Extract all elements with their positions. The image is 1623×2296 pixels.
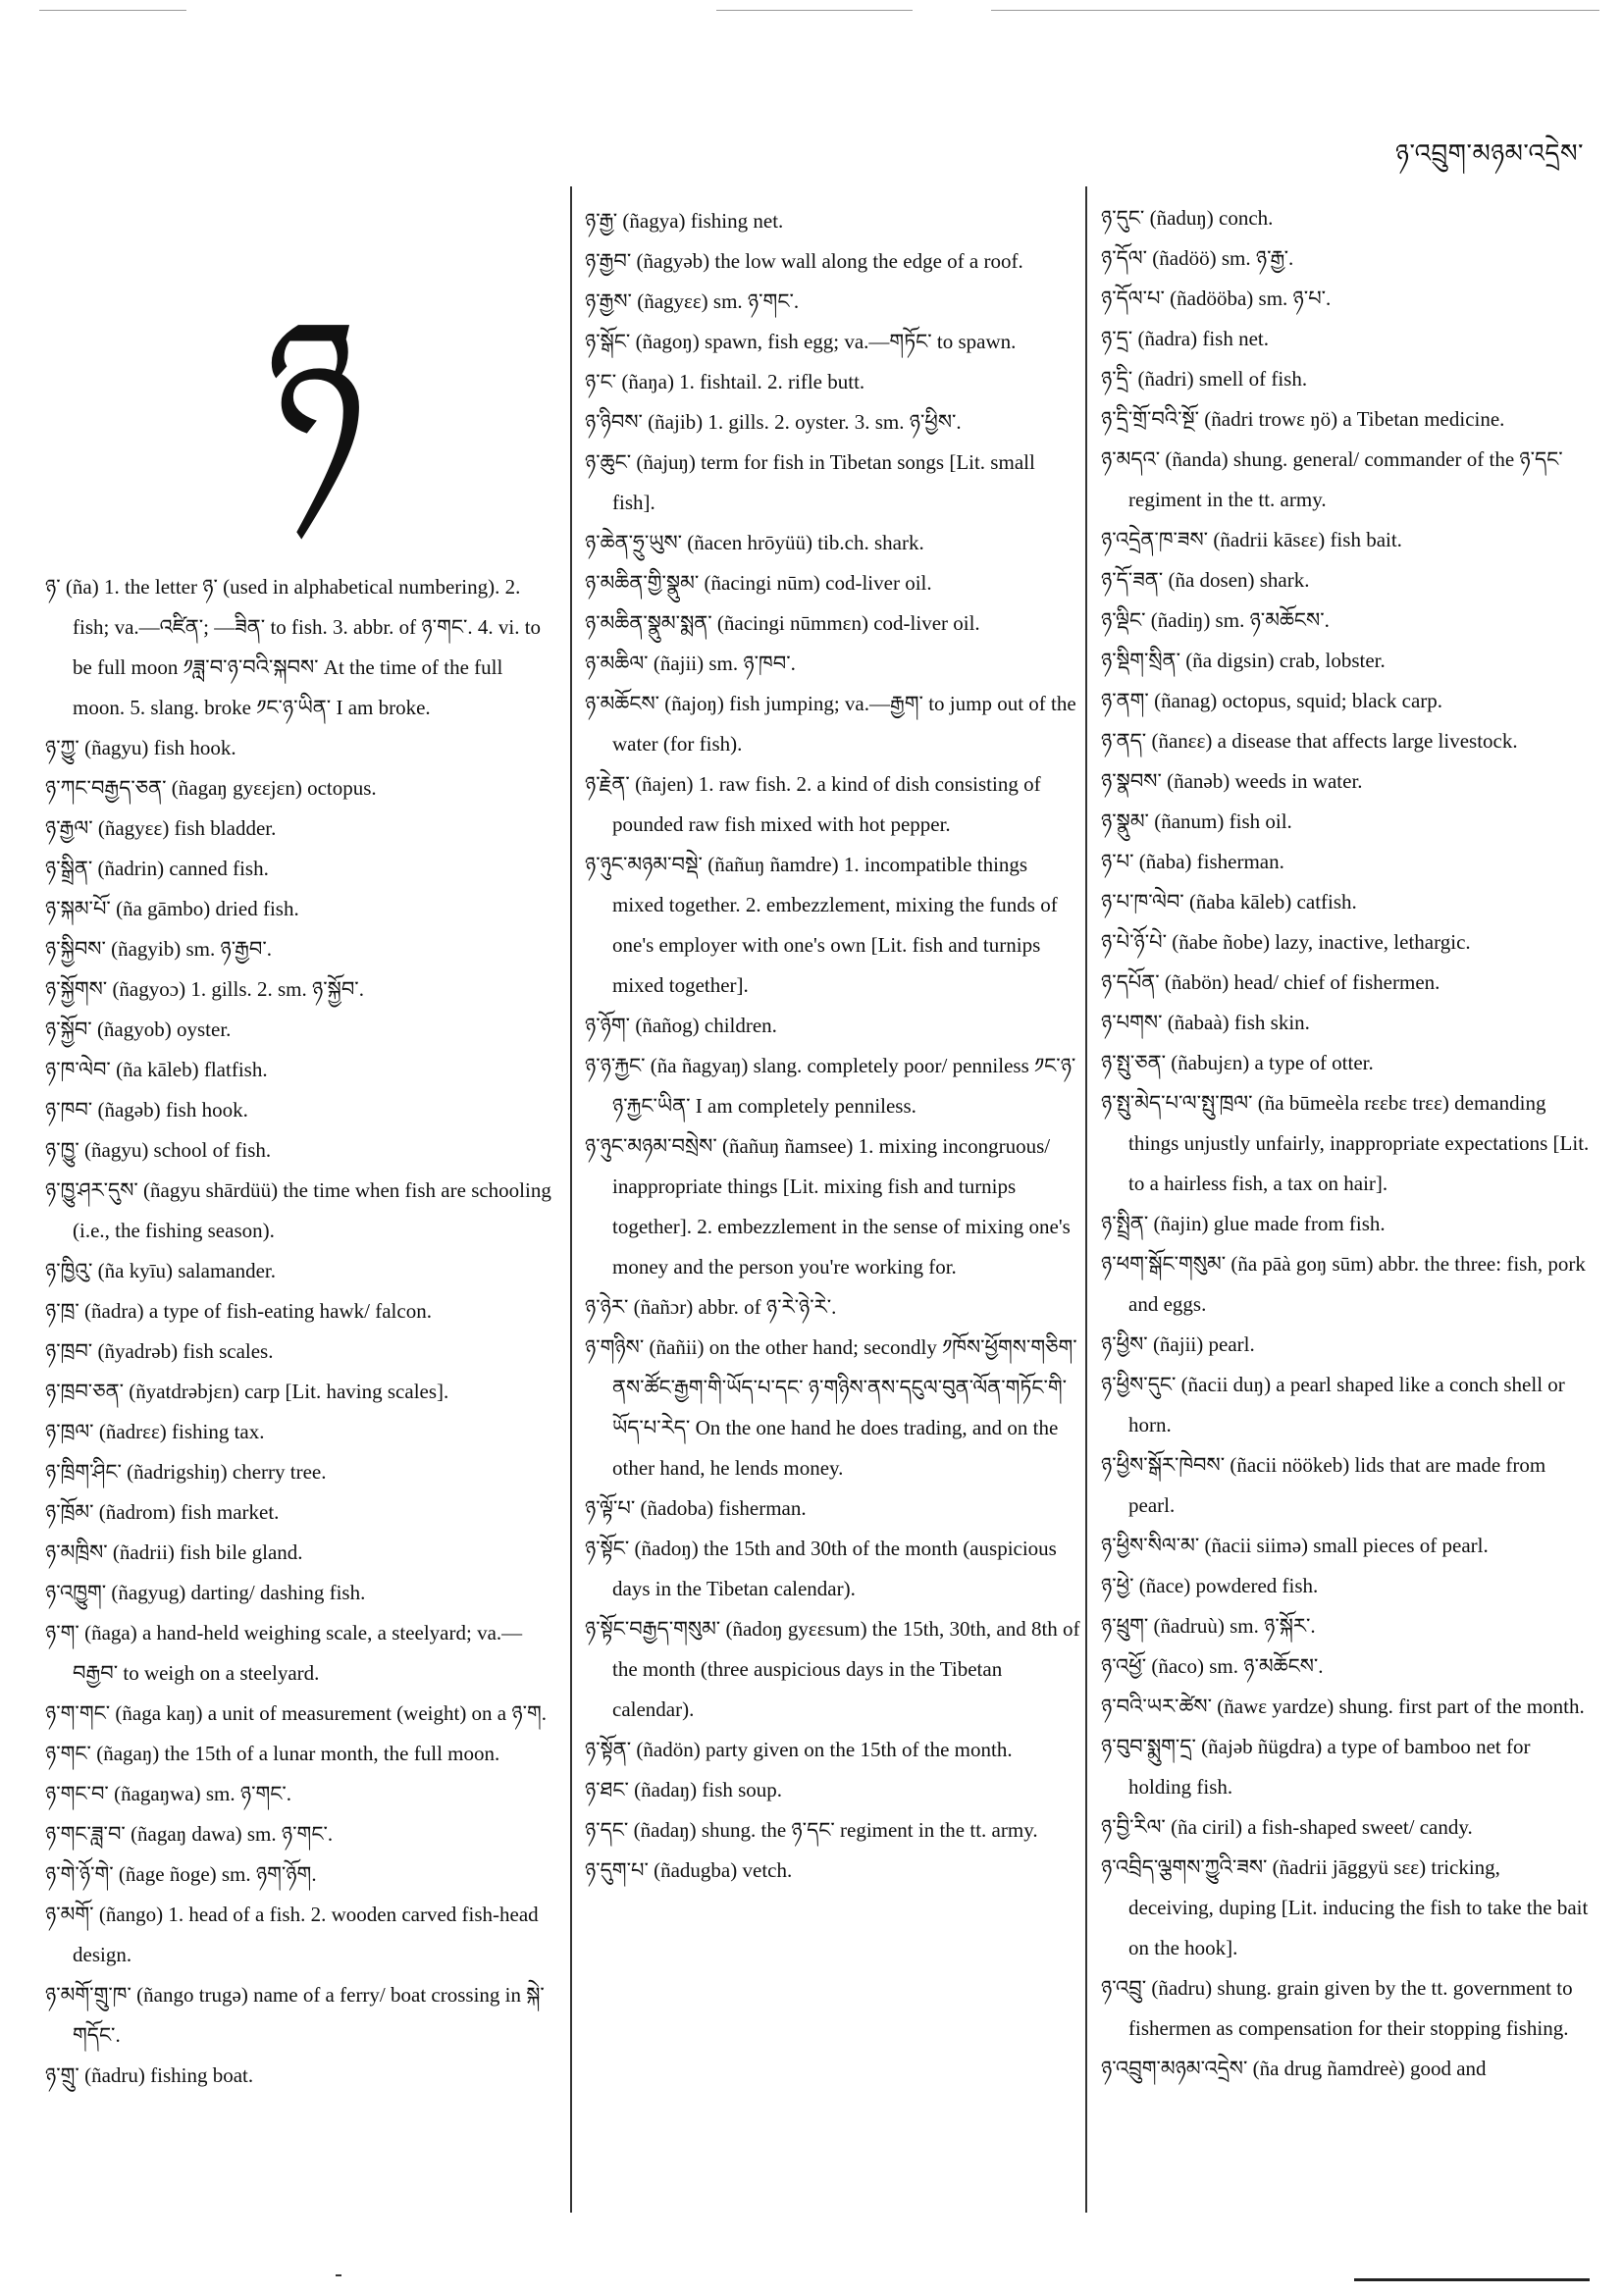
column-divider: [570, 186, 572, 2213]
dictionary-entry: ཉ་ཕྱིས་སྒོར་ཁེབས་ (ñacii nöökeb) lids that are made from pearl.: [1101, 1453, 1546, 1517]
dictionary-entry: ཉ་འབྲུག་མཉམ་འདྲེས་ (ña drug ñamdreè) good and: [1101, 2057, 1487, 2080]
dictionary-column-3: [1101, 198, 1590, 2089]
dictionary-entry: ཉ་བུབ་སྨུག་དྲ་ (ñajəb ñügdra) a type of bamboo net for holding fish.: [1101, 1735, 1531, 1799]
dictionary-column-2: [585, 201, 1080, 1891]
dictionary-entry: ཉ་ཁ་ལེབ་ (ña kāleb) flatfish.: [45, 1058, 268, 1081]
dictionary-entry: ཉ་སྟོན་ (ñadön) party given on the 15th of the month.: [585, 1738, 1013, 1761]
dictionary-entry: ཉ་གྲུ་ (ñadru) fishing boat.: [45, 2063, 254, 2087]
dictionary-entry: ཉ་ཕྱིས་ (ñajii) pearl.: [1101, 1332, 1255, 1356]
dictionary-entry: ཉ་ཁྱུ་ (ñagyu) school of fish.: [45, 1138, 272, 1162]
dictionary-entry: ཉ་སྟོང་བརྒྱད་གསུམ་ (ñadoŋ gyɛɛsum) the 15th, 30th, and 8th of the month (three auspicious days in the Tibetan calendar).: [585, 1617, 1080, 1721]
dictionary-entry: ཉ་ཉུང་མཉམ་བསྲེས་ (ñañuŋ ñamsee) 1. mixing incongruous/ inappropriate things [Lit. mixing fish and turnips together]. 2. embezzlement in the sense of mixing one's money and the person you're working for.: [585, 1134, 1071, 1278]
dictionary-entry: ཉ་མགོ་གྲུ་ཁ་ (ñango trugə) name of a ferry/ boat crossing in སྐེ་གདོང་.: [45, 1983, 545, 2047]
dictionary-entry: ཉ་ཕྲུག་ (ñadruù) sm. ཉ་སྐོར་.: [1101, 1614, 1316, 1638]
dictionary-entry: ཉ་མཆོངས་ (ñajoŋ) fish jumping; va.—རྒྱག་ to jump out of the water (for fish).: [585, 692, 1076, 756]
top-margin-dash: [716, 10, 913, 11]
dictionary-entry: ཉ་གེ་ཉོ་གེ་ (ñage ñoge) sm. ཉག་ཉོག.: [45, 1862, 317, 1886]
dictionary-entry: ཉ་འདྲེན་ཁ་ཟས་ (ñadrii kāsɛɛ) fish bait.: [1101, 528, 1402, 551]
dictionary-entry: ཉ་ཀང་བརྒྱད་ཅན་ (ñagaŋ gyɛɛjɛn) octopus.: [45, 776, 377, 800]
dictionary-entry: ཉ་སྣུམ་ (ñanum) fish oil.: [1101, 809, 1292, 833]
dictionary-entry: ཉ་དྲི་གྲོ་བའི་སྔོ་ (ñadri trowɛ ŋö) a Tibetan medicine.: [1101, 407, 1505, 431]
dictionary-entry: ཉ་ཉེར་ (ñañɔr) abbr. of ཉ་རེ་ཉེ་རེ་.: [585, 1295, 837, 1319]
dictionary-entry: ཉ་སྤུ་ཅན་ (ñabujɛn) a type of otter.: [1101, 1051, 1374, 1074]
dictionary-entry: ཉ་མདའ་ (ñanda) shung. general/ commander of the ཉ་དང་ regiment in the tt. army.: [1101, 447, 1563, 511]
dictionary-entry: ཉ་རྒྱས་ (ñagyɛɛ) sm. ཉ་གང་.: [585, 289, 800, 313]
dictionary-entry: ཉ་ཁྲིག་ཤིང་ (ñadrigshiŋ) cherry tree.: [45, 1460, 327, 1484]
dictionary-entry: ཉ་གཉིས་ (ñañii) on the other hand; secondly ༡ཁོས་ཕྱོགས་གཅིག་ནས་ཚོང་རྒྱག་གི་ཡོད་པ་དང་ ཉ་གཉིས་ནས་དངུལ་བུན་ལོན་གཏོང་གི་ཡོད་པ་རེད་ On the one hand he does trading, and on the other hand, he lends money.: [585, 1335, 1077, 1480]
dictionary-entry: ཉ་ཉོག་ (ñañog) children.: [585, 1014, 777, 1037]
dictionary-entry: ཉ་སྡིག་སྲིན་ (ña digsin) crab, lobster.: [1101, 649, 1386, 672]
running-head: ཉ་འབྲུག་མཉམ་འདྲེས་: [1395, 139, 1584, 168]
dictionary-entry: ཉ་ལྟོ་པ་ (ñadoba) fisherman.: [585, 1496, 807, 1520]
dictionary-entry: ཉ་འཕྱོ་ (ñaco) sm. ཉ་མཆོངས་.: [1101, 1654, 1324, 1678]
dictionary-entry: ཉ་ནད་ (ñanɛɛ) a disease that affects large livestock.: [1101, 729, 1518, 753]
dictionary-entry: ཉ་ཕྱིས་སིལ་མ་ (ñacii siimə) small pieces of pearl.: [1101, 1534, 1489, 1557]
dictionary-entry: ཉ་གང་བ་ (ñagaŋwa) sm. ཉ་གང་.: [45, 1782, 292, 1805]
dictionary-entry: ཉ་ཆུང་ (ñajuŋ) term for fish in Tibetan songs [Lit. small fish].: [585, 450, 1035, 514]
bottom-rule: [1354, 2278, 1590, 2281]
dictionary-entry: ཉ་མཆིན་གྱི་སྣུམ་ (ñacingi nūm) cod-liver oil.: [585, 571, 932, 595]
dictionary-entry: ཉ་མཁྲིས་ (ñadrii) fish bile gland.: [45, 1540, 303, 1564]
dictionary-entry: ཉ་དྲི་ (ñadri) smell of fish.: [1101, 367, 1308, 391]
section-letter: ཉ: [265, 279, 365, 496]
dictionary-entry: ཉ་སྟོང་ (ñadoŋ) the 15th and 30th of the month (auspicious days in the Tibetan calendar).: [585, 1537, 1057, 1600]
dictionary-entry: ཉ་འབྲིད་ལྕགས་ཀྱུའི་ཟས་ (ñadrii jāggyü sɛɛ) tricking, deceiving, duping [Lit. inducing the fish to take the bait on the hook].: [1101, 1855, 1589, 1959]
dictionary-entry: ཉ་བའི་ཡར་ཚེས་ (ñawɛ yardze) shung. first part of the month.: [1101, 1695, 1585, 1718]
dictionary-entry: ཉ་སྒྲིན་ (ñadrin) canned fish.: [45, 857, 269, 880]
dictionary-entry: ཉ་པགས་ (ñabaà) fish skin.: [1101, 1011, 1310, 1034]
dictionary-entry: ཉ་སྣབས་ (ñanəb) weeds in water.: [1101, 769, 1363, 793]
dictionary-entry: ཉ་ཕྱིས་དུང་ (ñacii duŋ) a pearl shaped like a conch shell or horn.: [1101, 1373, 1565, 1436]
dictionary-entry: ཉ་ཁྲབ་ (ñyadrəb) fish scales.: [45, 1339, 274, 1363]
top-margin-dash: [991, 10, 1599, 11]
dictionary-column-1: [45, 567, 559, 2096]
dictionary-entry: ཉ་པེ་ཉོ་པེ་ (ñabe ñobe) lazy, inactive, lethargic.: [1101, 930, 1471, 954]
dictionary-entry: ཉ་སྐྱོབ་ (ñagyob) oyster.: [45, 1018, 232, 1041]
dictionary-entry: ཉ་ག་གང་ (ñaga kaŋ) a unit of measurement (weight) on a ཉ་ག.: [45, 1701, 548, 1725]
dictionary-entry: ཉ་སྒོང་ (ñagoŋ) spawn, fish egg; va.—གཏོང་ to spawn.: [585, 330, 1017, 353]
dictionary-entry: ཉ་མཆིན་སྣུམ་སྨན་ (ñacingi nūmmɛn) cod-liver oil.: [585, 611, 980, 635]
dictionary-entry: ཉ་ནག་ (ñanag) octopus, squid; black carp.: [1101, 689, 1443, 712]
dictionary-entry: ཉ་རྒྱལ་ (ñagyɛɛ) fish bladder.: [45, 816, 277, 840]
dictionary-entry: ཉ་དོ་ཟན་ (ña dosen) shark.: [1101, 568, 1310, 592]
dictionary-entry: ཉ་དང་ (ñadaŋ) shung. the ཉ་དང་ regiment in the tt. army.: [585, 1818, 1038, 1842]
dictionary-entry: ཉ་ག་ (ñaga) a hand-held weighing scale, a steelyard; va.—བརྒྱབ་ to weigh on a steelyard.: [45, 1621, 523, 1685]
dictionary-entry: ཉ་ཕྱེ་ (ñace) powdered fish.: [1101, 1574, 1319, 1597]
dictionary-entry: ཉ་པ་ཁ་ལེབ་ (ñaba kāleb) catfish.: [1101, 890, 1357, 913]
dictionary-entry: ཉ་གང་ (ñagaŋ) the 15th of a lunar month, the full moon.: [45, 1742, 500, 1765]
dictionary-entry: ཉ་དཔོན་ (ñabön) head/ chief of fishermen.: [1101, 970, 1440, 994]
dictionary-entry: ཉ་ (ña) 1. the letter ཉ་ (used in alphabetical numbering). 2. fish; va.—འཛིན་; —ཟིན་ to fish. 3. abbr. of ཉ་གང་. 4. vi. to be full moon ༡ཟླ་བ་ཉ་བའི་སྐབས་ At the time of the full moon. 5. slang. broke ༡ང་ཉ་ཡིན་ I am broke.: [45, 575, 542, 719]
top-margin-dash: [39, 10, 186, 11]
dictionary-entry: ཉ་དོལ་ (ñadöö) sm. ཉ་རྒྱ་.: [1101, 246, 1294, 270]
dictionary-entry: ཉ་དུང་ (ñaduŋ) conch.: [1101, 206, 1274, 230]
dictionary-entry: ཉ་པ་ (ñaba) fisherman.: [1101, 850, 1284, 873]
dictionary-entry: ཉ་གང་ཟླ་བ་ (ñagaŋ dawa) sm. ཉ་གང་.: [45, 1822, 334, 1846]
dictionary-entry: ཉ་རྗེན་ (ñajen) 1. raw fish. 2. a kind of dish consisting of pounded raw fish mixed with hot pepper.: [585, 772, 1041, 836]
dictionary-entry: ཉ་ཀྱུ་ (ñagyu) fish hook.: [45, 736, 236, 759]
dictionary-entry: ཉ་སྤྲིན་ (ñajin) glue made from fish.: [1101, 1212, 1386, 1235]
dictionary-entry: ཉ་ཁྲབ་ཅན་ (ñyatdrəbjɛn) carp [Lit. having scales].: [45, 1380, 449, 1403]
dictionary-entry: ཉ་ཁྲོམ་ (ñadrom) fish market.: [45, 1500, 280, 1524]
dictionary-entry: ཉ་དུག་པ་ (ñadugba) vetch.: [585, 1858, 793, 1882]
dictionary-entry: ཉ་ཆེན་ཧྲུ་ཡུས་ (ñacen hrōyüü) tib.ch. shark.: [585, 531, 924, 554]
dictionary-entry: ཉ་བྱི་རིལ་ (ña ciril) a fish-shaped sweet/ candy.: [1101, 1815, 1473, 1839]
column-divider: [1085, 186, 1087, 2213]
dictionary-entry: ཉ་དོལ་པ་ (ñadööba) sm. ཉ་པ་.: [1101, 287, 1332, 310]
dictionary-entry: ཉ་ཐང་ (ñadaŋ) fish soup.: [585, 1778, 783, 1801]
dictionary-entry: ཉ་རྒྱ་ (ñagya) fishing net.: [585, 209, 784, 233]
dictionary-entry: ཉ་ཉ་རྐྱང་ (ña ñagyaŋ) slang. completely poor/ penniless ༡ང་ཉ་ཉ་རྐྱང་ཡིན་ I am completely penniless.: [585, 1054, 1076, 1118]
dictionary-entry: ཉ་འཁྱུག་ (ñagyug) darting/ dashing fish.: [45, 1581, 366, 1604]
dictionary-entry: ཉ་ཁྲ་ (ñadra) a type of fish-eating hawk/ falcon.: [45, 1299, 432, 1323]
dictionary-entry: ཉ་མཆིལ་ (ñajii) sm. ཉ་ཁབ་.: [585, 652, 796, 675]
dictionary-entry: ཉ་ཁྱིའུ་ (ña kyīu) salamander.: [45, 1259, 277, 1282]
dictionary-entry: ཉ་དྲ་ (ñadra) fish net.: [1101, 327, 1269, 350]
dictionary-entry: ཉ་སྐྱོགས་ (ñagyoɔ) 1. gills. 2. sm. ཉ་སྐྱོབ་.: [45, 977, 364, 1001]
dictionary-entry: ཉ་སྐྱིབས་ (ñagyib) sm. ཉ་རྒྱབ་.: [45, 937, 273, 961]
dictionary-entry: ཉ་ཁྲལ་ (ñadrɛɛ) fishing tax.: [45, 1420, 265, 1443]
dictionary-entry: ཉ་སྤུ་མེད་པ་ལ་སྤུ་ཁྲལ་ (ña būmeèla rɛɛbɛ trɛɛ) demanding things unjustly unfairly, inappropriate expectations [Lit. to a hairless fish, a tax on hair].: [1101, 1091, 1590, 1195]
dictionary-entry: ཉ་ཕག་སྒོང་གསུམ་ (ña pāà goŋ sūm) abbr. the three: fish, pork and eggs.: [1101, 1252, 1586, 1316]
bottom-mark: [336, 2274, 341, 2276]
dictionary-entry: ཉ་རྒྱབ་ (ñagyəb) the low wall along the edge of a roof.: [585, 249, 1023, 273]
dictionary-entry: ཉ་ཉུང་མཉམ་བསྡེ་ (ñañuŋ ñamdre) 1. incompatible things mixed together. 2. embezzlement, mixing the funds of one's employer with one's own [Lit. fish and turnips mixed together].: [585, 853, 1058, 997]
dictionary-entry: ཉ་ལྡིང་ (ñadiŋ) sm. ཉ་མཆོངས་.: [1101, 608, 1330, 632]
dictionary-entry: ཉ་མགོ་ (ñango) 1. head of a fish. 2. wooden carved fish-head design.: [45, 1903, 539, 1966]
dictionary-entry: ཉ་སྐམ་པོ་ (ña gāmbo) dried fish.: [45, 897, 299, 920]
dictionary-entry: ཉ་ཁྱུ་ཤར་དུས་ (ñagyu shārdüü) the time when fish are schooling (i.e., the fishing season).: [45, 1178, 551, 1242]
dictionary-entry: ཉ་ཉིབས་ (ñajib) 1. gills. 2. oyster. 3. sm. ཉ་ཕྱིས་.: [585, 410, 962, 434]
dictionary-entry: ཉ་འབྲུ་ (ñadru) shung. grain given by the tt. government to fishermen as compensation for their stopping fishing.: [1101, 1976, 1573, 2040]
dictionary-entry: ཉ་ཁབ་ (ñagəb) fish hook.: [45, 1098, 248, 1122]
dictionary-entry: ཉ་ང་ (ñaŋa) 1. fishtail. 2. rifle butt.: [585, 370, 865, 393]
